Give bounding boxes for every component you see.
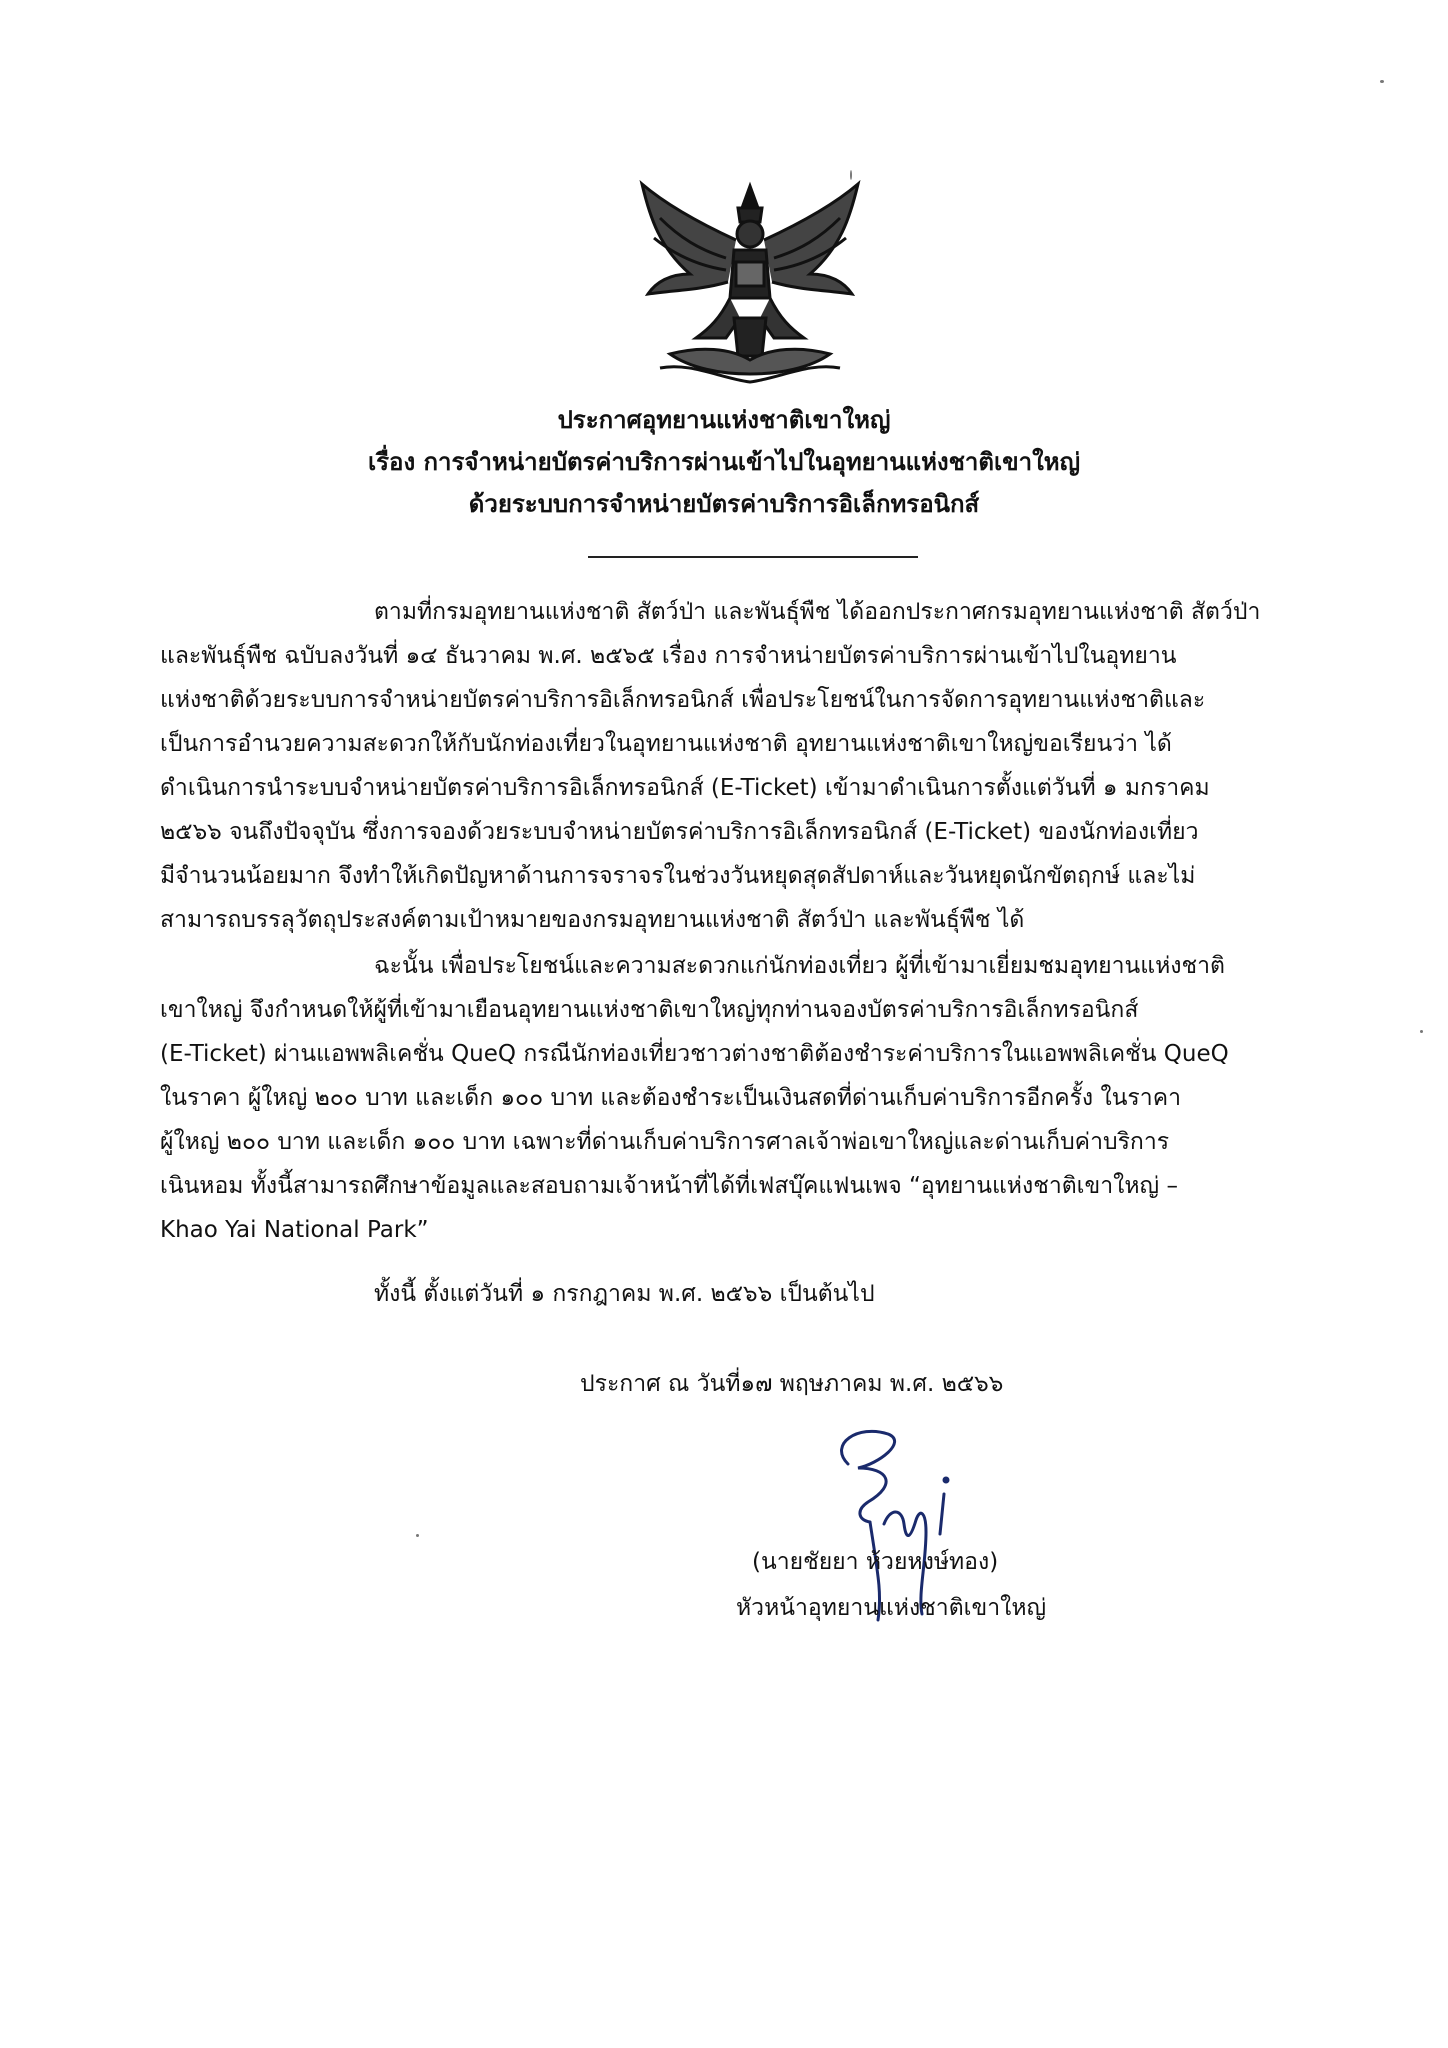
scan-speck [1420, 1030, 1423, 1033]
paragraph-2-line-3: (E-Ticket) ผ่านแอพพลิเคชั่น QueQ กรณีนักท่องเที่ยวชาวต่างชาติต้องชำระค่าบริการในแอพพลิเคชั่น QueQ [160, 1041, 1229, 1067]
paragraph-1-line-2: และพันธุ์พืช ฉบับลงวันที่ ๑๔ ธันวาคม พ.ศ. ๒๕๖๕ เรื่อง การจำหน่ายบัตรค่าบริการผ่านเข้าไปในอุทยาน [160, 643, 1177, 669]
paragraph-2-line-1: ฉะนั้น เพื่อประโยชน์และความสะดวกแก่นักท่องเที่ยว ผู้ที่เข้ามาเยี่ยมชมอุทยานแห่งชาติ [374, 953, 1225, 979]
paragraph-1-line-8: สามารถบรรลุวัตถุประสงค์ตามเป้าหมายของกรมอุทยานแห่งชาติ สัตว์ป่า และพันธุ์พืช ได้ [160, 907, 1025, 933]
subject-line-1: เรื่อง การจำหน่ายบัตรค่าบริการผ่านเข้าไปในอุทยานแห่งชาติเขาใหญ่ [367, 448, 1081, 476]
scan-speck [416, 1534, 419, 1537]
paragraph-1-line-6: ๒๕๖๖ จนถึงปัจจุบัน ซึ่งการจองด้วยระบบจำหน่ายบัตรค่าบริการอิเล็กทรอนิกส์ (E-Ticket) ของนักท่องเที่ยว [160, 819, 1199, 845]
signatory-position: หัวหน้าอุทยานแห่งชาติเขาใหญ่ [736, 1595, 1047, 1621]
announcement-date: ประกาศ ณ วันที่๑๗ พฤษภาคม พ.ศ. ๒๕๖๖ [580, 1371, 1004, 1397]
announcement-subject [0, 442, 1448, 482]
effective-date: ทั้งนี้ ตั้งแต่วันที่ ๑ กรกฎาคม พ.ศ. ๒๕๖๖ เป็นต้นไป [374, 1281, 875, 1307]
paragraph-2-line-4: ในราคา ผู้ใหญ่ ๒๐๐ บาท และเด็ก ๑๐๐ บาท และต้องชำระเป็นเงินสดที่ด่านเก็บค่าบริการอีกครั้ง ในราคา [160, 1085, 1181, 1111]
scan-speck [850, 170, 852, 180]
paragraph-2-line-2: เขาใหญ่ จึงกำหนดให้ผู้ที่เข้ามาเยือนอุทยานแห่งชาติเขาใหญ่ทุกท่านจองบัตรค่าบริการอิเล็กทรอนิกส์ [160, 997, 1139, 1023]
paragraph-1-line-5: ดำเนินการนำระบบจำหน่ายบัตรค่าบริการอิเล็กทรอนิกส์ (E-Ticket) เข้ามาดำเนินการตั้งแต่วันที่ ๑ มกราคม [160, 775, 1210, 801]
title-text: ประกาศอุทยานแห่งชาติเขาใหญ่ [557, 406, 891, 434]
paragraph-1-line-7: มีจำนวนน้อยมาก จึงทำให้เกิดปัญหาด้านการจราจรในช่วงวันหยุดสุดสัปดาห์และวันหยุดนักขัตฤกษ์ และไม่ [160, 863, 1196, 889]
paragraph-2-line-7: Khao Yai National Park” [160, 1217, 429, 1243]
announcement-subject-cont [0, 484, 1448, 524]
announcement-title [0, 400, 1448, 440]
paragraph-1-line-1: ตามที่กรมอุทยานแห่งชาติ สัตว์ป่า และพันธุ์พืช ได้ออกประกาศกรมอุทยานแห่งชาติ สัตว์ป่า [374, 599, 1261, 625]
subject-line-2: ด้วยระบบการจำหน่ายบัตรค่าบริการอิเล็กทรอนิกส์ [468, 490, 980, 518]
scan-speck [1380, 80, 1384, 83]
paragraph-1-line-4: เป็นการอำนวยความสะดวกให้กับนักท่องเที่ยวในอุทยานแห่งชาติ อุทยานแห่งชาติเขาใหญ่ขอเรียนว่า ได้ [160, 731, 1172, 757]
paragraph-1-line-3: แห่งชาติด้วยระบบการจำหน่ายบัตรค่าบริการอิเล็กทรอนิกส์ เพื่อประโยชน์ในการจัดการอุทยานแห่งชาติและ [160, 687, 1206, 713]
paragraph-2-line-5: ผู้ใหญ่ ๒๐๐ บาท และเด็ก ๑๐๐ บาท เฉพาะที่ด่านเก็บค่าบริการศาลเจ้าพ่อเขาใหญ่และด่านเก็บค่าบริการ [160, 1129, 1170, 1155]
signatory-name: (นายชัยยา ห้วยหงษ์ทอง) [752, 1549, 999, 1575]
header-divider [588, 556, 918, 558]
garuda-emblem-icon [630, 178, 870, 388]
paragraph-2-line-6: เนินหอม ทั้งนี้สามารถศึกษาข้อมูลและสอบถามเจ้าหน้าที่ได้ที่เฟสบุ๊คแฟนเพจ “อุทยานแห่งชาติเขาใหญ่ – [160, 1173, 1178, 1199]
